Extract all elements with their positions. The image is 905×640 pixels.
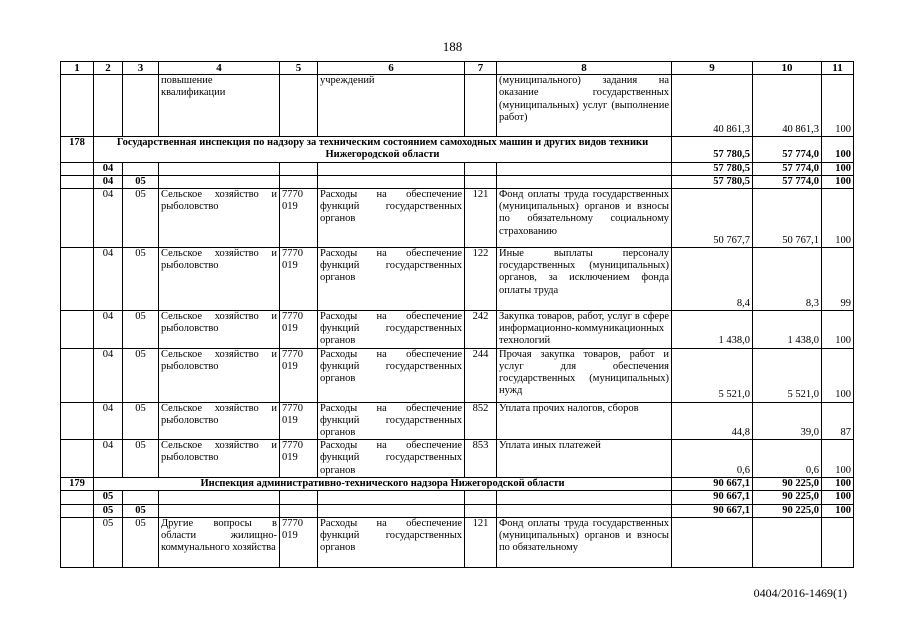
target-article-name-cell: Расходы на обеспечение функций государственных органов bbox=[318, 248, 465, 311]
percent-cell: 100 bbox=[822, 162, 854, 175]
organization-row bbox=[61, 137, 854, 162]
target-article-cell: 7770 019 bbox=[280, 248, 318, 311]
percent-cell: 100 bbox=[822, 137, 854, 162]
empty-cell bbox=[497, 491, 672, 504]
subsection-code-cell: 05 bbox=[123, 504, 159, 517]
section-name-cell: Сельское хозяйство и рыболовство bbox=[159, 248, 280, 311]
subsection-code-cell: 05 bbox=[123, 517, 159, 567]
amount-executed-cell: 50 767,1 bbox=[753, 189, 822, 248]
org-title-cell: Государственная инспекция по надзору за техническим состоянием самоходных машин и других видов техники Нижегородской области bbox=[94, 137, 672, 162]
column-header-8: 8 bbox=[497, 62, 672, 75]
org-title-cell: Инспекция административно-технического надзора Нижегородской области bbox=[94, 478, 672, 491]
target-article-cell bbox=[280, 75, 318, 137]
org-number-cell: 179 bbox=[61, 478, 94, 491]
target-article-cell: 7770 019 bbox=[280, 189, 318, 248]
subsection-code-cell bbox=[123, 491, 159, 504]
section-name-cell: Сельское хозяйство и рыболовство bbox=[159, 440, 280, 478]
subsection-code-cell: 05 bbox=[123, 402, 159, 440]
table-body bbox=[61, 75, 854, 568]
amount-executed-cell: 5 521,0 bbox=[753, 348, 822, 402]
target-article-name-cell: Расходы на обеспечение функций государственных органов bbox=[318, 311, 465, 349]
section-code-cell: 04 bbox=[94, 440, 123, 478]
subtotal-row bbox=[61, 175, 854, 188]
table-row bbox=[61, 189, 854, 248]
number-cell bbox=[61, 517, 94, 567]
percent-cell: 100 bbox=[822, 175, 854, 188]
column-header-5: 5 bbox=[280, 62, 318, 75]
target-article-cell: 7770 019 bbox=[280, 311, 318, 349]
amount-planned-cell: 5 521,0 bbox=[672, 348, 753, 402]
empty-cell bbox=[280, 504, 318, 517]
percent-cell: 99 bbox=[822, 248, 854, 311]
amount-planned-cell: 57 780,5 bbox=[672, 175, 753, 188]
expense-type-code-cell: 852 bbox=[465, 402, 497, 440]
section-name-cell: Сельское хозяйство и рыболовство bbox=[159, 402, 280, 440]
amount-executed-cell: 57 774,0 bbox=[753, 162, 822, 175]
column-header-4: 4 bbox=[159, 62, 280, 75]
amount-planned-cell: 90 667,1 bbox=[672, 478, 753, 491]
expense-type-code-cell: 853 bbox=[465, 440, 497, 478]
subsection-code-cell: 05 bbox=[123, 440, 159, 478]
subsection-code-cell: 05 bbox=[123, 311, 159, 349]
amount-planned-cell: 40 861,3 bbox=[672, 75, 753, 137]
amount-executed-cell: 39,0 bbox=[753, 402, 822, 440]
empty-cell bbox=[465, 491, 497, 504]
percent-cell bbox=[822, 517, 854, 567]
expense-type-name-cell: Уплата иных платежей bbox=[497, 440, 672, 478]
section-code-cell: 04 bbox=[94, 348, 123, 402]
document-code: 0404/2016-1469(1) bbox=[753, 586, 847, 600]
subsection-code-cell: 05 bbox=[123, 175, 159, 188]
column-header-6: 6 bbox=[318, 62, 465, 75]
percent-cell: 100 bbox=[822, 348, 854, 402]
amount-executed-cell: 57 774,0 bbox=[753, 137, 822, 162]
amount-planned-cell: 57 780,5 bbox=[672, 162, 753, 175]
empty-cell bbox=[61, 504, 94, 517]
empty-cell bbox=[61, 175, 94, 188]
target-article-name-cell: Расходы на обеспечение функций государственных органов bbox=[318, 440, 465, 478]
amount-planned-cell: 8,4 bbox=[672, 248, 753, 311]
column-header-9: 9 bbox=[672, 62, 753, 75]
target-article-name-cell: Расходы на обеспечение функций государственных органов bbox=[318, 517, 465, 567]
amount-planned-cell bbox=[672, 517, 753, 567]
expense-type-code-cell: 122 bbox=[465, 248, 497, 311]
table-header-row bbox=[61, 62, 854, 75]
target-article-cell: 7770 019 bbox=[280, 402, 318, 440]
expense-type-name-cell: Фонд оплаты труда государственных (муниципальных) органов и взносы по обязательному социальному страхованию bbox=[497, 189, 672, 248]
number-cell bbox=[61, 348, 94, 402]
column-header-1: 1 bbox=[61, 62, 94, 75]
number-cell bbox=[61, 248, 94, 311]
empty-cell bbox=[465, 504, 497, 517]
section-code-cell: 05 bbox=[94, 491, 123, 504]
percent-cell: 100 bbox=[822, 75, 854, 137]
expense-type-code-cell: 121 bbox=[465, 517, 497, 567]
budget-table bbox=[60, 61, 854, 568]
amount-executed-cell: 90 225,0 bbox=[753, 478, 822, 491]
empty-cell bbox=[497, 504, 672, 517]
table-row bbox=[61, 440, 854, 478]
expense-type-name-cell: Иные выплаты персоналу государственных (муниципальных) органов, за исключением фонда оплаты труда bbox=[497, 248, 672, 311]
empty-cell bbox=[159, 491, 280, 504]
section-name-cell: повышение квалификации bbox=[159, 75, 280, 137]
percent-cell: 100 bbox=[822, 311, 854, 349]
number-cell bbox=[61, 440, 94, 478]
expense-type-name-cell: (муниципального) задания на оказание государственных (муниципальных) услуг (выполнение работ) bbox=[497, 75, 672, 137]
empty-cell bbox=[159, 175, 280, 188]
empty-cell bbox=[465, 175, 497, 188]
section-code-cell: 04 bbox=[94, 311, 123, 349]
amount-planned-cell: 1 438,0 bbox=[672, 311, 753, 349]
amount-executed-cell: 8,3 bbox=[753, 248, 822, 311]
amount-executed-cell: 0,6 bbox=[753, 440, 822, 478]
number-cell bbox=[61, 402, 94, 440]
section-code-cell: 04 bbox=[94, 162, 123, 175]
section-code-cell: 05 bbox=[94, 504, 123, 517]
percent-cell: 100 bbox=[822, 440, 854, 478]
table-row bbox=[61, 402, 854, 440]
number-cell bbox=[61, 189, 94, 248]
number-cell bbox=[61, 311, 94, 349]
organization-row bbox=[61, 478, 854, 491]
amount-executed-cell: 90 225,0 bbox=[753, 491, 822, 504]
section-code-cell: 05 bbox=[94, 517, 123, 567]
subsection-code-cell: 05 bbox=[123, 189, 159, 248]
section-name-cell: Другие вопросы в области жилищно-коммунального хозяйства bbox=[159, 517, 280, 567]
section-code-cell bbox=[94, 75, 123, 137]
expense-type-code-cell: 121 bbox=[465, 189, 497, 248]
amount-executed-cell: 57 774,0 bbox=[753, 175, 822, 188]
page-number: 188 bbox=[442, 39, 463, 54]
subtotal-row bbox=[61, 504, 854, 517]
expense-type-name-cell: Прочая закупка товаров, работ и услуг для обеспечения государственных (муниципальных) нужд bbox=[497, 348, 672, 402]
amount-executed-cell: 90 225,0 bbox=[753, 504, 822, 517]
target-article-name-cell: Расходы на обеспечение функций государственных органов bbox=[318, 348, 465, 402]
column-header-10: 10 bbox=[753, 62, 822, 75]
expense-type-name-cell: Закупка товаров, работ, услуг в сфере информационно-коммуникационных технологий bbox=[497, 311, 672, 349]
target-article-name-cell: учреждений bbox=[318, 75, 465, 137]
empty-cell bbox=[159, 504, 280, 517]
expense-type-code-cell bbox=[465, 75, 497, 137]
empty-cell bbox=[497, 162, 672, 175]
expense-type-code-cell: 244 bbox=[465, 348, 497, 402]
subsection-code-cell bbox=[123, 75, 159, 137]
section-name-cell: Сельское хозяйство и рыболовство bbox=[159, 311, 280, 349]
amount-planned-cell: 50 767,7 bbox=[672, 189, 753, 248]
table-row bbox=[61, 248, 854, 311]
target-article-name-cell: Расходы на обеспечение функций государственных органов bbox=[318, 189, 465, 248]
percent-cell: 87 bbox=[822, 402, 854, 440]
empty-cell bbox=[318, 491, 465, 504]
subsection-code-cell: 05 bbox=[123, 348, 159, 402]
target-article-cell: 7770 019 bbox=[280, 348, 318, 402]
amount-planned-cell: 90 667,1 bbox=[672, 491, 753, 504]
subtotal-row bbox=[61, 162, 854, 175]
amount-planned-cell: 90 667,1 bbox=[672, 504, 753, 517]
table-row bbox=[61, 348, 854, 402]
subtotal-row bbox=[61, 491, 854, 504]
empty-cell bbox=[497, 175, 672, 188]
target-article-cell: 7770 019 bbox=[280, 517, 318, 567]
section-code-cell: 04 bbox=[94, 402, 123, 440]
percent-cell: 100 bbox=[822, 491, 854, 504]
amount-planned-cell: 0,6 bbox=[672, 440, 753, 478]
column-header-3: 3 bbox=[123, 62, 159, 75]
subsection-code-cell: 05 bbox=[123, 248, 159, 311]
empty-cell bbox=[61, 162, 94, 175]
column-header-2: 2 bbox=[94, 62, 123, 75]
percent-cell: 100 bbox=[822, 478, 854, 491]
subsection-code-cell bbox=[123, 162, 159, 175]
section-code-cell: 04 bbox=[94, 248, 123, 311]
amount-executed-cell: 1 438,0 bbox=[753, 311, 822, 349]
amount-planned-cell: 44,8 bbox=[672, 402, 753, 440]
empty-cell bbox=[280, 175, 318, 188]
empty-cell bbox=[280, 491, 318, 504]
section-code-cell: 04 bbox=[94, 175, 123, 188]
amount-executed-cell: 40 861,3 bbox=[753, 75, 822, 137]
number-cell bbox=[61, 75, 94, 137]
empty-cell bbox=[318, 175, 465, 188]
percent-cell: 100 bbox=[822, 504, 854, 517]
expense-type-code-cell: 242 bbox=[465, 311, 497, 349]
org-number-cell: 178 bbox=[61, 137, 94, 162]
amount-planned-cell: 57 780,5 bbox=[672, 137, 753, 162]
amount-executed-cell bbox=[753, 517, 822, 567]
percent-cell: 100 bbox=[822, 189, 854, 248]
table-row bbox=[61, 75, 854, 137]
empty-cell bbox=[318, 504, 465, 517]
empty-cell bbox=[280, 162, 318, 175]
section-name-cell: Сельское хозяйство и рыболовство bbox=[159, 189, 280, 248]
table-row bbox=[61, 311, 854, 349]
table-row bbox=[61, 517, 854, 567]
section-name-cell: Сельское хозяйство и рыболовство bbox=[159, 348, 280, 402]
empty-cell bbox=[465, 162, 497, 175]
target-article-name-cell: Расходы на обеспечение функций государственных органов bbox=[318, 402, 465, 440]
empty-cell bbox=[318, 162, 465, 175]
column-header-11: 11 bbox=[822, 62, 854, 75]
target-article-cell: 7770 019 bbox=[280, 440, 318, 478]
empty-cell bbox=[61, 491, 94, 504]
expense-type-name-cell: Уплата прочих налогов, сборов bbox=[497, 402, 672, 440]
column-header-7: 7 bbox=[465, 62, 497, 75]
expense-type-name-cell: Фонд оплаты труда государственных (муниципальных) органов и взносы по обязательному bbox=[497, 517, 672, 567]
empty-cell bbox=[159, 162, 280, 175]
section-code-cell: 04 bbox=[94, 189, 123, 248]
